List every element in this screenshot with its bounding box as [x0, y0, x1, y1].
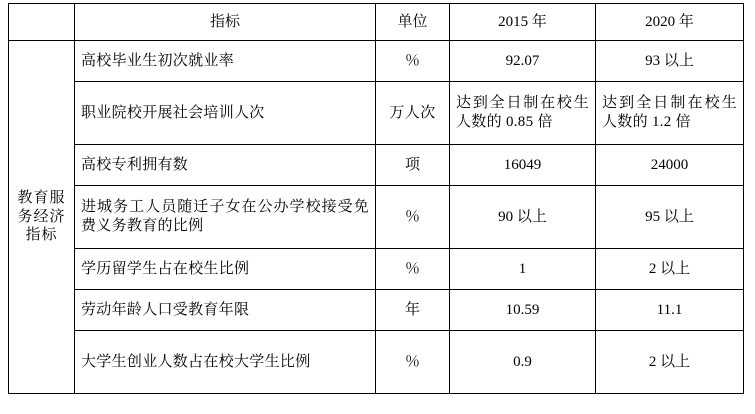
indicator-name: 劳动年龄人口受教育年限: [75, 290, 376, 331]
table-row: [9, 331, 744, 394]
indicator-unit: ％: [376, 186, 450, 249]
indicator-unit: ％: [376, 41, 450, 82]
header-year-2015: 2015 年: [450, 4, 596, 41]
indicator-unit: 万人次: [376, 82, 450, 145]
table-header-row: [9, 4, 744, 41]
value-2020: 95 以上: [596, 186, 744, 249]
value-2020: 24000: [596, 145, 744, 186]
table-row: [9, 186, 744, 249]
table-caption: [0, 400, 755, 414]
indicator-name: 进城务工人员随迁子女在公办学校接受免费义务教育的比例: [75, 186, 376, 249]
table-row: [9, 41, 744, 82]
indicator-unit: ％: [376, 249, 450, 290]
header-year-2020: 2020 年: [596, 4, 744, 41]
value-2020: 2 以上: [596, 331, 744, 394]
indicator-name: 大学生创业人数占在校大学生比例: [75, 331, 376, 394]
indicator-unit: 项: [376, 145, 450, 186]
value-2015: 90 以上: [450, 186, 596, 249]
value-2020: 93 以上: [596, 41, 744, 82]
header-indicator: 指标: [75, 4, 376, 41]
value-2015: 92.07: [450, 41, 596, 82]
value-2020: 11.1: [596, 290, 744, 331]
group-label-cell: 教育服务经济指标: [9, 41, 75, 394]
value-2015: 达到全日制在校生人数的 0.85 倍: [450, 82, 596, 145]
value-2015: 1: [450, 249, 596, 290]
indicator-unit: ％: [376, 331, 450, 394]
table-row: [9, 82, 744, 145]
indicator-table: [8, 3, 744, 394]
header-group: [9, 4, 75, 41]
table-row: [9, 145, 744, 186]
table-row: [9, 290, 744, 331]
indicator-name: 职业院校开展社会培训人次: [75, 82, 376, 145]
indicator-name: 高校专利拥有数: [75, 145, 376, 186]
value-2015: 10.59: [450, 290, 596, 331]
value-2015: 16049: [450, 145, 596, 186]
table-body: [9, 41, 744, 394]
table-header: [9, 4, 744, 41]
table-row: [9, 249, 744, 290]
value-2020: 2 以上: [596, 249, 744, 290]
indicator-name: 高校毕业生初次就业率: [75, 41, 376, 82]
value-2020: 达到全日制在校生人数的 1.2 倍: [596, 82, 744, 145]
indicator-unit: 年: [376, 290, 450, 331]
header-unit: 单位: [376, 4, 450, 41]
indicator-name: 学历留学生占在校生比例: [75, 249, 376, 290]
value-2015: 0.9: [450, 331, 596, 394]
